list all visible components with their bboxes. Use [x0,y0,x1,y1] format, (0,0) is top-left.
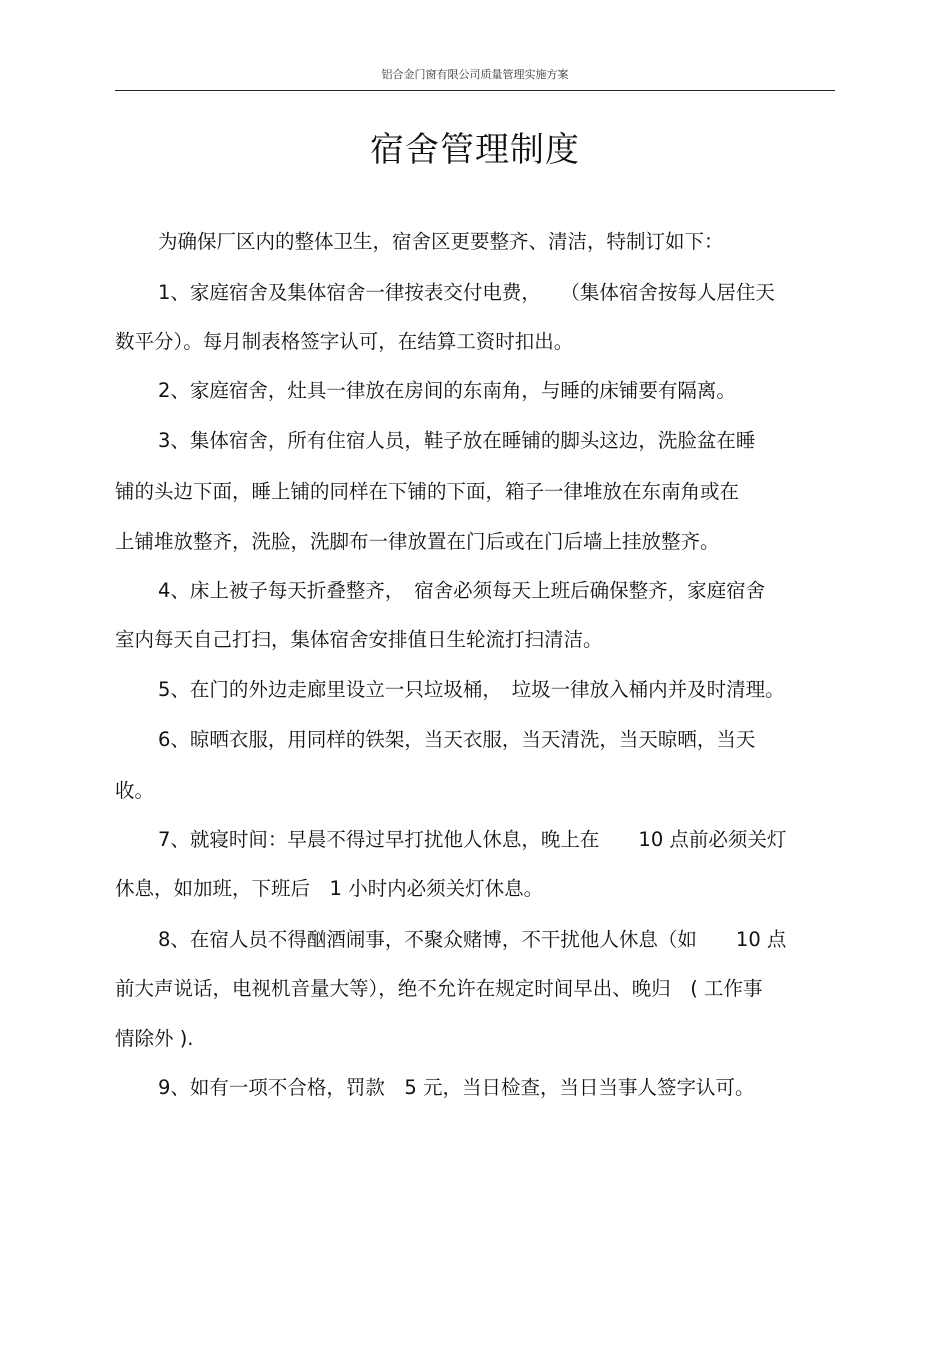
rule-4-line-1: 4、床上被子每天折叠整齐， 宿舍必须每天上班后确保整齐，家庭宿舍 [158,579,766,602]
rule-7-line-1: 7、就寝时间：早晨不得过早打扰他人休息，晚上在 10 点前必须关灯 [158,828,787,851]
rule-8-line-3: 情除外 ). [115,1027,194,1050]
header-divider [115,90,835,91]
rule-1-line-1: 1、家庭宿舍及集体宿舍一律按表交付电费， （集体宿舍按每人居住天 [158,281,775,304]
rule-5-line-1: 5、在门的外边走廊里设立一只垃圾桶， 垃圾一律放入桶内并及时清理。 [158,678,785,701]
rule-3-line-1: 3、集体宿舍，所有住宿人员，鞋子放在睡铺的脚头这边，洗脸盆在睡 [158,429,756,452]
intro-paragraph: 为确保厂区内的整体卫生，宿舍区更要整齐、清洁，特制订如下： [158,230,724,253]
document-title: 宿舍管理制度 [370,130,580,170]
rule-3-line-2: 铺的头边下面，睡上铺的同样在下铺的下面，箱子一律堆放在东南角或在 [115,480,740,503]
rule-3-line-3: 上铺堆放整齐，洗脸，洗脚布一律放置在门后或在门后墙上挂放整齐。 [115,530,720,553]
rule-2-line-1: 2、家庭宿舍，灶具一律放在房间的东南角，与睡的床铺要有隔离。 [158,379,736,402]
rule-9-line-1: 9、如有一项不合格，罚款 5 元，当日检查，当日当事人签字认可。 [158,1076,755,1099]
page-header: 铝合金门窗有限公司质量管理实施方案 [381,68,569,81]
rule-8-line-2: 前大声说话，电视机音量大等），绝不允许在规定时间早出、晚归 ( 工作事 [115,977,763,1000]
rule-4-line-2: 室内每天自己打扫，集体宿舍安排值日生轮流打扫清洁。 [115,628,603,651]
rule-6-line-1: 6、晾晒衣服，用同样的铁架，当天衣服，当天清洗，当天晾晒，当天 [158,728,756,751]
rule-7-line-2: 休息，如加班，下班后 1 小时内必须关灯休息。 [115,877,544,900]
rule-8-line-1: 8、在宿人员不得酗酒闹事，不聚众赌博，不干扰他人休息（如 10 点 [158,928,787,951]
rule-1-line-2: 数平分）。每月制表格签字认可，在结算工资时扣出。 [115,330,574,353]
rule-6-line-2: 收。 [115,779,155,802]
